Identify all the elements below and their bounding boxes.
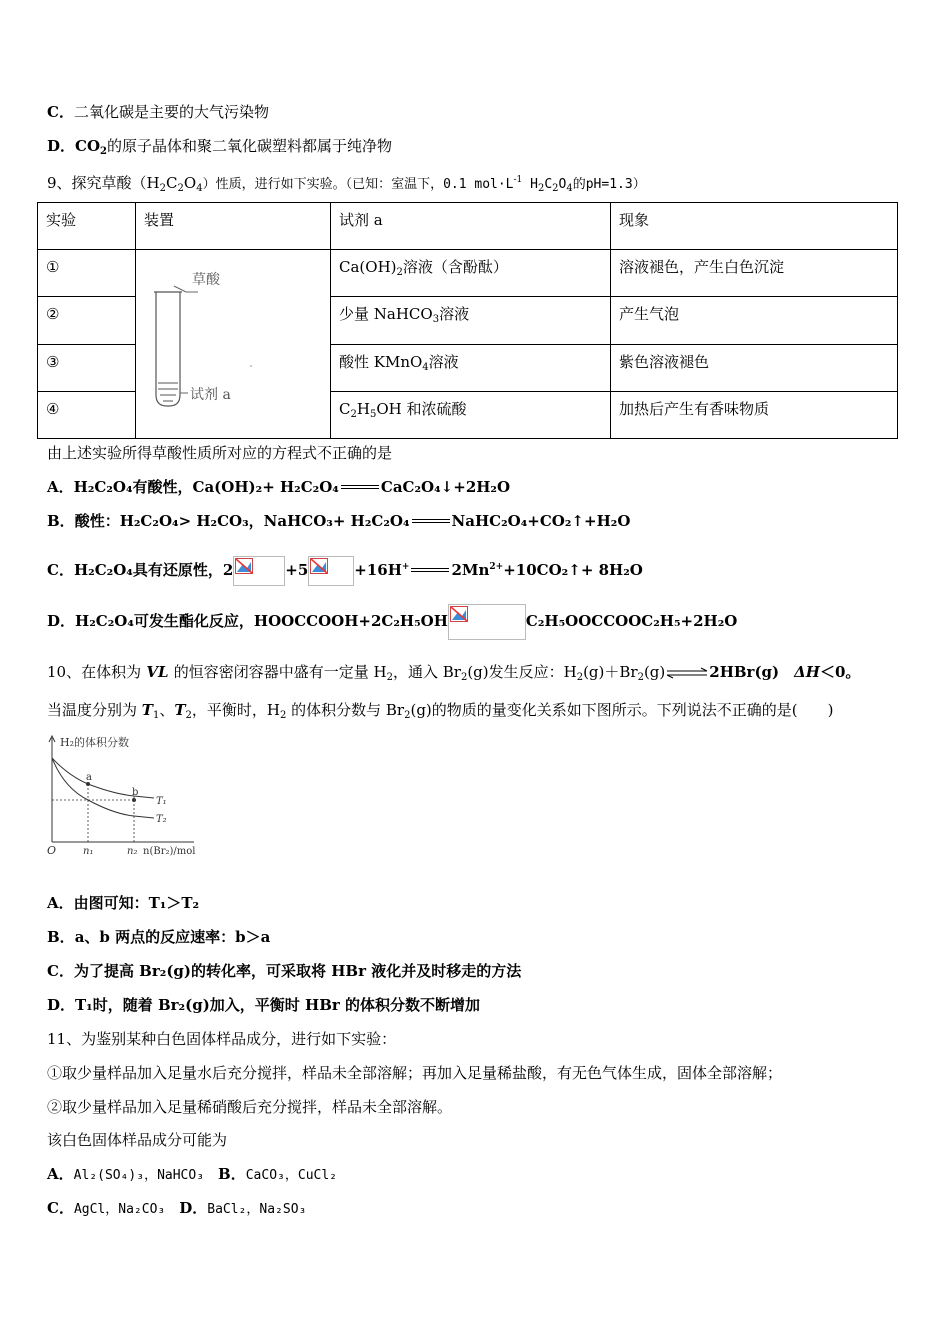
label-oxalic-acid: 草酸 <box>192 272 220 288</box>
q9-option-c <box>47 548 643 589</box>
q10-option-c <box>47 961 521 981</box>
table-row <box>38 250 898 297</box>
q10-option-b <box>47 927 270 947</box>
option-label: C． <box>47 962 74 980</box>
reagent-text: OH 和浓硫酸 <box>376 399 467 418</box>
option-label: D． <box>47 612 76 630</box>
stem-text: 、 <box>159 701 175 719</box>
option-label: B． <box>218 1165 246 1183</box>
stem-text: O <box>558 177 567 192</box>
q8-option-d <box>47 136 392 162</box>
subscript: 2 <box>637 672 644 683</box>
option-text: 酸性：H₂C₂O₄> H₂CO₃，NaHCO₃+ H₂C₂O₄ <box>74 512 410 530</box>
header-cell: 装置 <box>136 203 331 250</box>
option-text: Al₂(SO₄)₃，NaHCO₃ <box>73 1168 205 1183</box>
subscript: 2 <box>552 183 559 194</box>
curve-t2-label: T₂ <box>156 814 167 825</box>
superscript: -1 <box>513 175 523 185</box>
subscript: 3 <box>432 314 440 326</box>
option-label: C． <box>47 561 74 579</box>
result-cell: 加热后产生有香味物质 <box>611 391 898 438</box>
q9-option-a <box>47 477 510 497</box>
row-number: ④ <box>38 391 136 438</box>
curve-t1 <box>52 758 154 798</box>
header-cell: 实验 <box>38 203 136 250</box>
reagent-text: 溶液（含酚酞） <box>402 258 508 276</box>
stem-text: (g)发生反应：H <box>467 663 577 681</box>
stem-text: 2HBr(g) <box>709 663 795 681</box>
origin-label: O <box>47 844 57 857</box>
q11-step-2: ②取少量样品加入足量稀硝酸后充分搅拌，样品未全部溶解。 <box>47 1098 453 1116</box>
superscript: 2+ <box>489 562 504 572</box>
stem-text: 10、在体积为 <box>47 663 142 681</box>
stem-text: T <box>141 701 153 719</box>
table-header-row <box>38 203 898 250</box>
stem-text: 当温度分别为 <box>47 701 142 719</box>
option-text: NaHC₂O₄+CO₂↑+H₂O <box>451 512 631 530</box>
q10-option-a <box>47 893 199 913</box>
equals-sign <box>412 519 450 525</box>
q11-options-cd <box>47 1198 306 1220</box>
curve-t2 <box>52 758 154 818</box>
option-label: D． <box>47 137 76 155</box>
q11-question: 该白色固体样品成分可能为 <box>47 1131 228 1149</box>
stem-text: 的恒容密闭容器中盛有一定量 H <box>173 663 387 681</box>
stem-text: C <box>166 174 178 192</box>
result-cell: 溶液褪色，产生白色沉淀 <box>611 250 898 297</box>
option-text: 由图可知：T₁＞T₂ <box>73 894 200 912</box>
header-cell: 试剂 a <box>331 203 611 250</box>
x-axis-label: n(Br₂)/mol <box>143 846 196 857</box>
option-text: 二氧化碳是主要的大气污染物 <box>73 103 269 121</box>
option-text: C₂H₅OOCCOOC₂H₅+2H₂O <box>525 612 738 630</box>
q11-stem: 11、为鉴别某种白色固体样品成分，进行如下实验： <box>47 1030 397 1048</box>
broken-image-icon <box>233 556 285 586</box>
subscript: 5 <box>369 408 377 420</box>
option-label: A． <box>47 478 74 496</box>
subscript: 4 <box>422 361 429 373</box>
test-tube-diagram <box>136 250 330 438</box>
option-text: +5 <box>285 561 309 579</box>
q9-stem <box>47 170 646 199</box>
stem-text: O <box>183 174 197 192</box>
reagent-text: 溶液 <box>428 352 459 371</box>
q10-option-d <box>47 995 480 1015</box>
formula: CO <box>75 137 101 155</box>
subscript: 2 <box>279 710 287 721</box>
experiment-table <box>37 202 898 439</box>
reagent-text: Ca(OH) <box>339 258 397 276</box>
subscript: 2 <box>396 267 403 278</box>
reagent-cell <box>331 250 611 297</box>
q9-option-b <box>47 511 630 531</box>
option-label: A． <box>47 894 74 912</box>
point-b <box>132 798 136 802</box>
stem-text: (g)的物质的量变化关系如下图所示。下列说法不正确的是( ) <box>410 701 834 719</box>
reagent-text: 酸性 KMnO <box>339 352 423 371</box>
stem-text: H <box>522 177 538 192</box>
stem-text: (g) <box>643 663 666 681</box>
option-text: 2Mn <box>451 561 490 579</box>
subscript: 4 <box>566 183 573 194</box>
option-text: H₂C₂O₄可发生酯化反应，HOOCCOOH+2C₂H₅OH <box>75 612 448 630</box>
subscript: 2 <box>185 710 192 721</box>
option-label: A． <box>47 1165 74 1183</box>
label-reagent-a: 试剂 a <box>190 387 231 403</box>
y-axis-label: H₂的体积分数 <box>60 736 130 749</box>
option-label: D． <box>179 1199 208 1217</box>
q11-options-ab <box>47 1164 337 1186</box>
h2-volume-fraction-graph <box>44 732 214 862</box>
row-number: ③ <box>38 344 136 391</box>
option-text: T₁时，随着 Br₂(g)加入，平衡时 HBr 的体积分数不断增加 <box>75 996 481 1014</box>
q9-question: 由上述实验所得草酸性质所对应的方程式不正确的是 <box>47 444 393 462</box>
superscript: + <box>401 562 410 572</box>
stem-text: ，通入 Br <box>392 663 461 681</box>
stem-text: ，平衡时，H <box>191 701 280 719</box>
subscript: 2 <box>350 408 357 420</box>
header-cell: 现象 <box>611 203 898 250</box>
option-label: C． <box>47 1199 74 1217</box>
reagent-cell <box>331 344 611 391</box>
subscript: 2 <box>177 183 184 194</box>
broken-image-icon <box>308 556 354 586</box>
option-text: H₂C₂O₄有酸性，Ca(OH)₂+ H₂C₂O₄ <box>73 478 339 496</box>
reagent-text: C <box>339 399 351 418</box>
option-text: a、b 两点的反应速率：b＞a <box>74 928 271 946</box>
option-text: 为了提高 Br₂(g)的转化率，可采取将 HBr 液化并及时移走的方法 <box>73 962 522 980</box>
result-cell: 紫色溶液褪色 <box>611 344 898 391</box>
stem-text: 的pH=1.3） <box>572 177 646 192</box>
subscript: 2 <box>460 672 468 683</box>
stem-text: VL <box>141 663 174 681</box>
subscript: 2 <box>100 146 107 157</box>
stem-text: T <box>174 701 186 719</box>
option-text: H₂C₂O₄具有还原性，2 <box>73 561 234 579</box>
broken-image-icon <box>448 604 526 640</box>
stem-text: 9、探究草酸（H <box>47 174 160 192</box>
reversible-arrow-icon <box>665 667 709 679</box>
subscript: 1 <box>152 710 160 721</box>
subscript: 2 <box>159 183 167 194</box>
q9-option-d <box>47 601 737 641</box>
option-text: 的原子晶体和聚二氧化碳塑料都属于纯净物 <box>107 137 393 155</box>
tick-n1: n₁ <box>83 846 94 857</box>
option-label: C． <box>47 103 74 121</box>
curve-t1-label: T₁ <box>156 796 167 807</box>
tick-n2: n₂ <box>127 846 138 857</box>
row-number: ① <box>38 250 136 297</box>
subscript: 2 <box>576 672 584 683</box>
equals-sign <box>341 485 379 491</box>
stem-text: C <box>544 177 553 192</box>
subscript: 2 <box>386 672 393 683</box>
stem-text: ）性质，进行如下实验。（已知：室温下，0.1 mol·L <box>202 177 514 192</box>
option-label: B． <box>47 512 75 530</box>
stem-text: ＜0。 <box>819 663 861 681</box>
q10-stem-line2 <box>47 700 833 726</box>
point-a-label: a <box>86 772 92 783</box>
q10-stem-line1 <box>47 662 860 688</box>
subscript: 2 <box>537 183 545 194</box>
result-cell: 产生气泡 <box>611 297 898 344</box>
option-text: BaCl₂，Na₂SO₃ <box>207 1202 307 1217</box>
apparatus-cell <box>136 250 331 439</box>
reagent-text: 溶液 <box>439 305 470 324</box>
subscript: 4 <box>196 183 203 194</box>
option-text: +16H <box>354 561 402 579</box>
reagent-cell <box>331 297 611 344</box>
row-number: ② <box>38 297 136 344</box>
reagent-cell <box>331 391 611 438</box>
subscript: 2 <box>404 710 411 721</box>
option-text: +10CO₂↑+ 8H₂O <box>503 561 643 579</box>
stem-text: (g)＋Br <box>583 663 638 681</box>
reagent-text: H <box>356 399 370 418</box>
q8-option-c <box>47 102 269 122</box>
point-b-label: b <box>132 787 139 798</box>
stem-text: 的体积分数与 Br <box>286 701 405 719</box>
equals-sign <box>411 568 449 574</box>
option-label: D． <box>47 996 76 1014</box>
q11-step-1: ①取少量样品加入足量水后充分搅拌，样品未全部溶解；再加入足量稀盐酸，有无色气体生成，固体全部溶解； <box>47 1064 783 1082</box>
option-label: B． <box>47 928 75 946</box>
reagent-text: 少量 NaHCO <box>339 305 433 324</box>
stem-text: ΔH <box>794 663 820 681</box>
option-text: CaCO₃，CuCl₂ <box>245 1168 338 1183</box>
option-text: AgCl，Na₂CO₃ <box>73 1202 166 1217</box>
option-text: CaC₂O₄↓+2H₂O <box>380 478 511 496</box>
